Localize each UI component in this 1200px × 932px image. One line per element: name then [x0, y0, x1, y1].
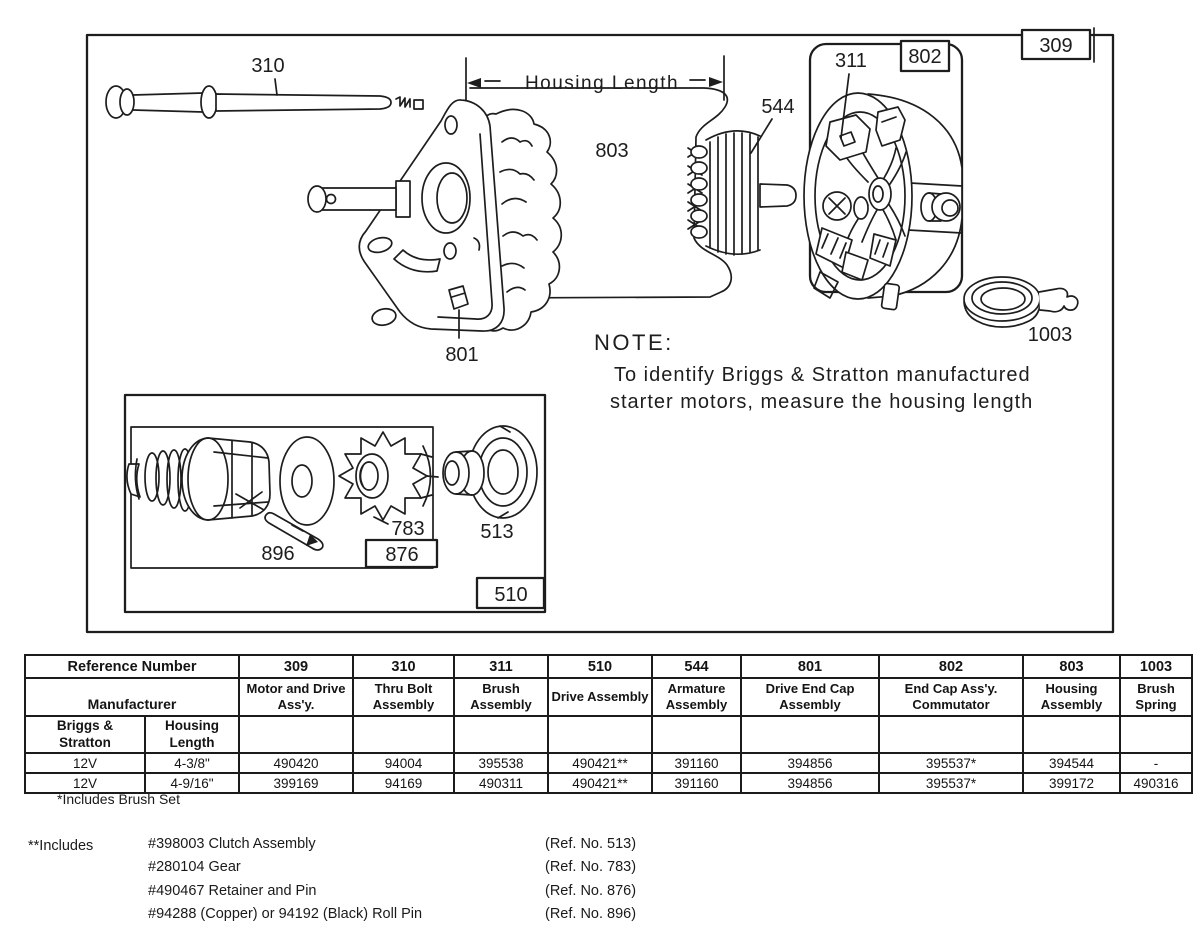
col-header-310: 310 [353, 655, 454, 678]
table-row-12v-4-9-16 [25, 773, 1192, 793]
part-number-cell: 395537* [879, 753, 1023, 773]
label-box-802 [901, 41, 949, 71]
part-number-cell: 394856 [741, 753, 879, 773]
housing-line1: Housing [165, 717, 219, 733]
col-desc-1003: Brush Spring [1120, 678, 1192, 716]
label-box-876 [366, 540, 437, 567]
table-row-subheaders [25, 716, 1192, 753]
part-number-cell: 490421** [548, 753, 652, 773]
label-310 [251, 55, 284, 95]
housing-length-cell: 4-9/16" [145, 773, 239, 793]
col-header-311: 311 [454, 655, 548, 678]
part-number-cell: 490421** [548, 773, 652, 793]
label-513: 513 [480, 521, 514, 543]
table-footnote: *Includes Brush Set [57, 791, 180, 807]
table-row-ref-numbers [25, 655, 1192, 678]
includes-item-part: #398003 Clutch Assembly [148, 836, 316, 852]
col-header-309: 309 [239, 655, 353, 678]
svg-text:783: 783 [391, 518, 425, 540]
part-number-cell: 391160 [652, 753, 741, 773]
drive-end-cap-drawing [308, 100, 561, 331]
housing-line2: Length [169, 734, 215, 750]
parts-reference-table [24, 654, 1193, 794]
empty-cell [239, 716, 353, 753]
thru-bolt-drawing [106, 86, 423, 118]
part-number-cell: 399172 [1023, 773, 1120, 793]
brush-spring-drawing [964, 277, 1078, 327]
table-row-descriptions [25, 678, 1192, 716]
part-number-cell: 395537* [879, 773, 1023, 793]
includes-item-ref: (Ref. No. 783) [545, 859, 637, 875]
includes-item-part: #280104 Gear [148, 859, 241, 875]
empty-cell [741, 716, 879, 753]
table-row-12v-4-3-8 [25, 753, 1192, 773]
part-number-cell: 490311 [454, 773, 548, 793]
part-number-cell: 391160 [652, 773, 741, 793]
note-text [594, 330, 1033, 413]
armature-drawing [688, 131, 796, 255]
part-number-cell: 394544 [1023, 753, 1120, 773]
dimension-label: Housing Length [524, 73, 680, 94]
svg-text:510: 510 [494, 584, 528, 606]
col-desc-310: Thru Bolt Assembly [353, 678, 454, 716]
includes-item-part: #490467 Retainer and Pin [148, 883, 317, 899]
empty-cell [1120, 716, 1192, 753]
col-desc-803: Housing Assembly [1023, 678, 1120, 716]
brand-subheader [25, 716, 145, 753]
part-number-cell: 490420 [239, 753, 353, 773]
part-number-cell: 395538 [454, 753, 548, 773]
col-desc-311: Brush Assembly [454, 678, 548, 716]
col-header-803: 803 [1023, 655, 1120, 678]
housing-length-dimension [466, 56, 724, 108]
note-line-1: To identify Briggs & Stratton manufactured [614, 364, 1031, 386]
col-header-544: 544 [652, 655, 741, 678]
empty-cell [353, 716, 454, 753]
col-header-802: 802 [879, 655, 1023, 678]
voltage-cell: 12V [25, 753, 145, 773]
includes-item-part: #94288 (Copper) or 94192 (Black) Roll Pin [148, 906, 423, 922]
label-box-309 [1022, 28, 1094, 62]
includes-note-label: **Includes [28, 838, 94, 854]
includes-item-ref: (Ref. No. 876) [545, 883, 637, 899]
part-number-cell: - [1120, 753, 1192, 773]
label-783 [374, 517, 425, 540]
note-title: NOTE: [594, 330, 674, 355]
part-number-cell: 490316 [1120, 773, 1192, 793]
empty-cell [1023, 716, 1120, 753]
col-desc-510: Drive Assembly [548, 678, 652, 716]
voltage-cell: 12V [25, 773, 145, 793]
svg-text:310: 310 [251, 55, 285, 77]
drive-assembly-inset [125, 395, 545, 612]
svg-text:876: 876 [385, 544, 419, 566]
empty-cell [548, 716, 652, 753]
ref-number-header: Reference Number [25, 655, 239, 678]
empty-cell [879, 716, 1023, 753]
svg-text:309: 309 [1039, 35, 1073, 57]
col-desc-802: End Cap Ass'y. Commutator [879, 678, 1023, 716]
col-header-1003: 1003 [1120, 655, 1192, 678]
svg-text:801: 801 [445, 344, 479, 366]
end-cap-assembly-drawing [804, 44, 962, 310]
svg-text:544: 544 [761, 96, 795, 118]
manufacturer-header: Manufacturer [25, 678, 239, 716]
housing-length-cell: 4-3/8" [145, 753, 239, 773]
label-1003: 1003 [1027, 324, 1073, 346]
brand-line1: Briggs & [56, 717, 114, 733]
col-desc-309: Motor and Drive Ass'y. [239, 678, 353, 716]
part-number-cell: 94004 [353, 753, 454, 773]
part-number-cell: 399169 [239, 773, 353, 793]
col-header-510: 510 [548, 655, 652, 678]
note-line-2: starter motors, measure the housing length [610, 391, 1034, 413]
label-803: 803 [595, 140, 629, 162]
includes-item-ref: (Ref. No. 896) [545, 906, 637, 922]
col-desc-544: Armature Assembly [652, 678, 741, 716]
brand-line2: Stratton [59, 734, 111, 750]
svg-text:802: 802 [908, 46, 942, 68]
includes-item-ref: (Ref. No. 513) [545, 836, 637, 852]
housing-length-subheader [145, 716, 239, 753]
empty-cell [454, 716, 548, 753]
col-desc-801: Drive End Cap Assembly [741, 678, 879, 716]
part-number-cell: 94169 [353, 773, 454, 793]
svg-text:311: 311 [835, 50, 867, 72]
empty-cell [652, 716, 741, 753]
label-box-510 [477, 578, 544, 608]
part-number-cell: 394856 [741, 773, 879, 793]
label-896: 896 [261, 543, 295, 565]
col-header-801: 801 [741, 655, 879, 678]
